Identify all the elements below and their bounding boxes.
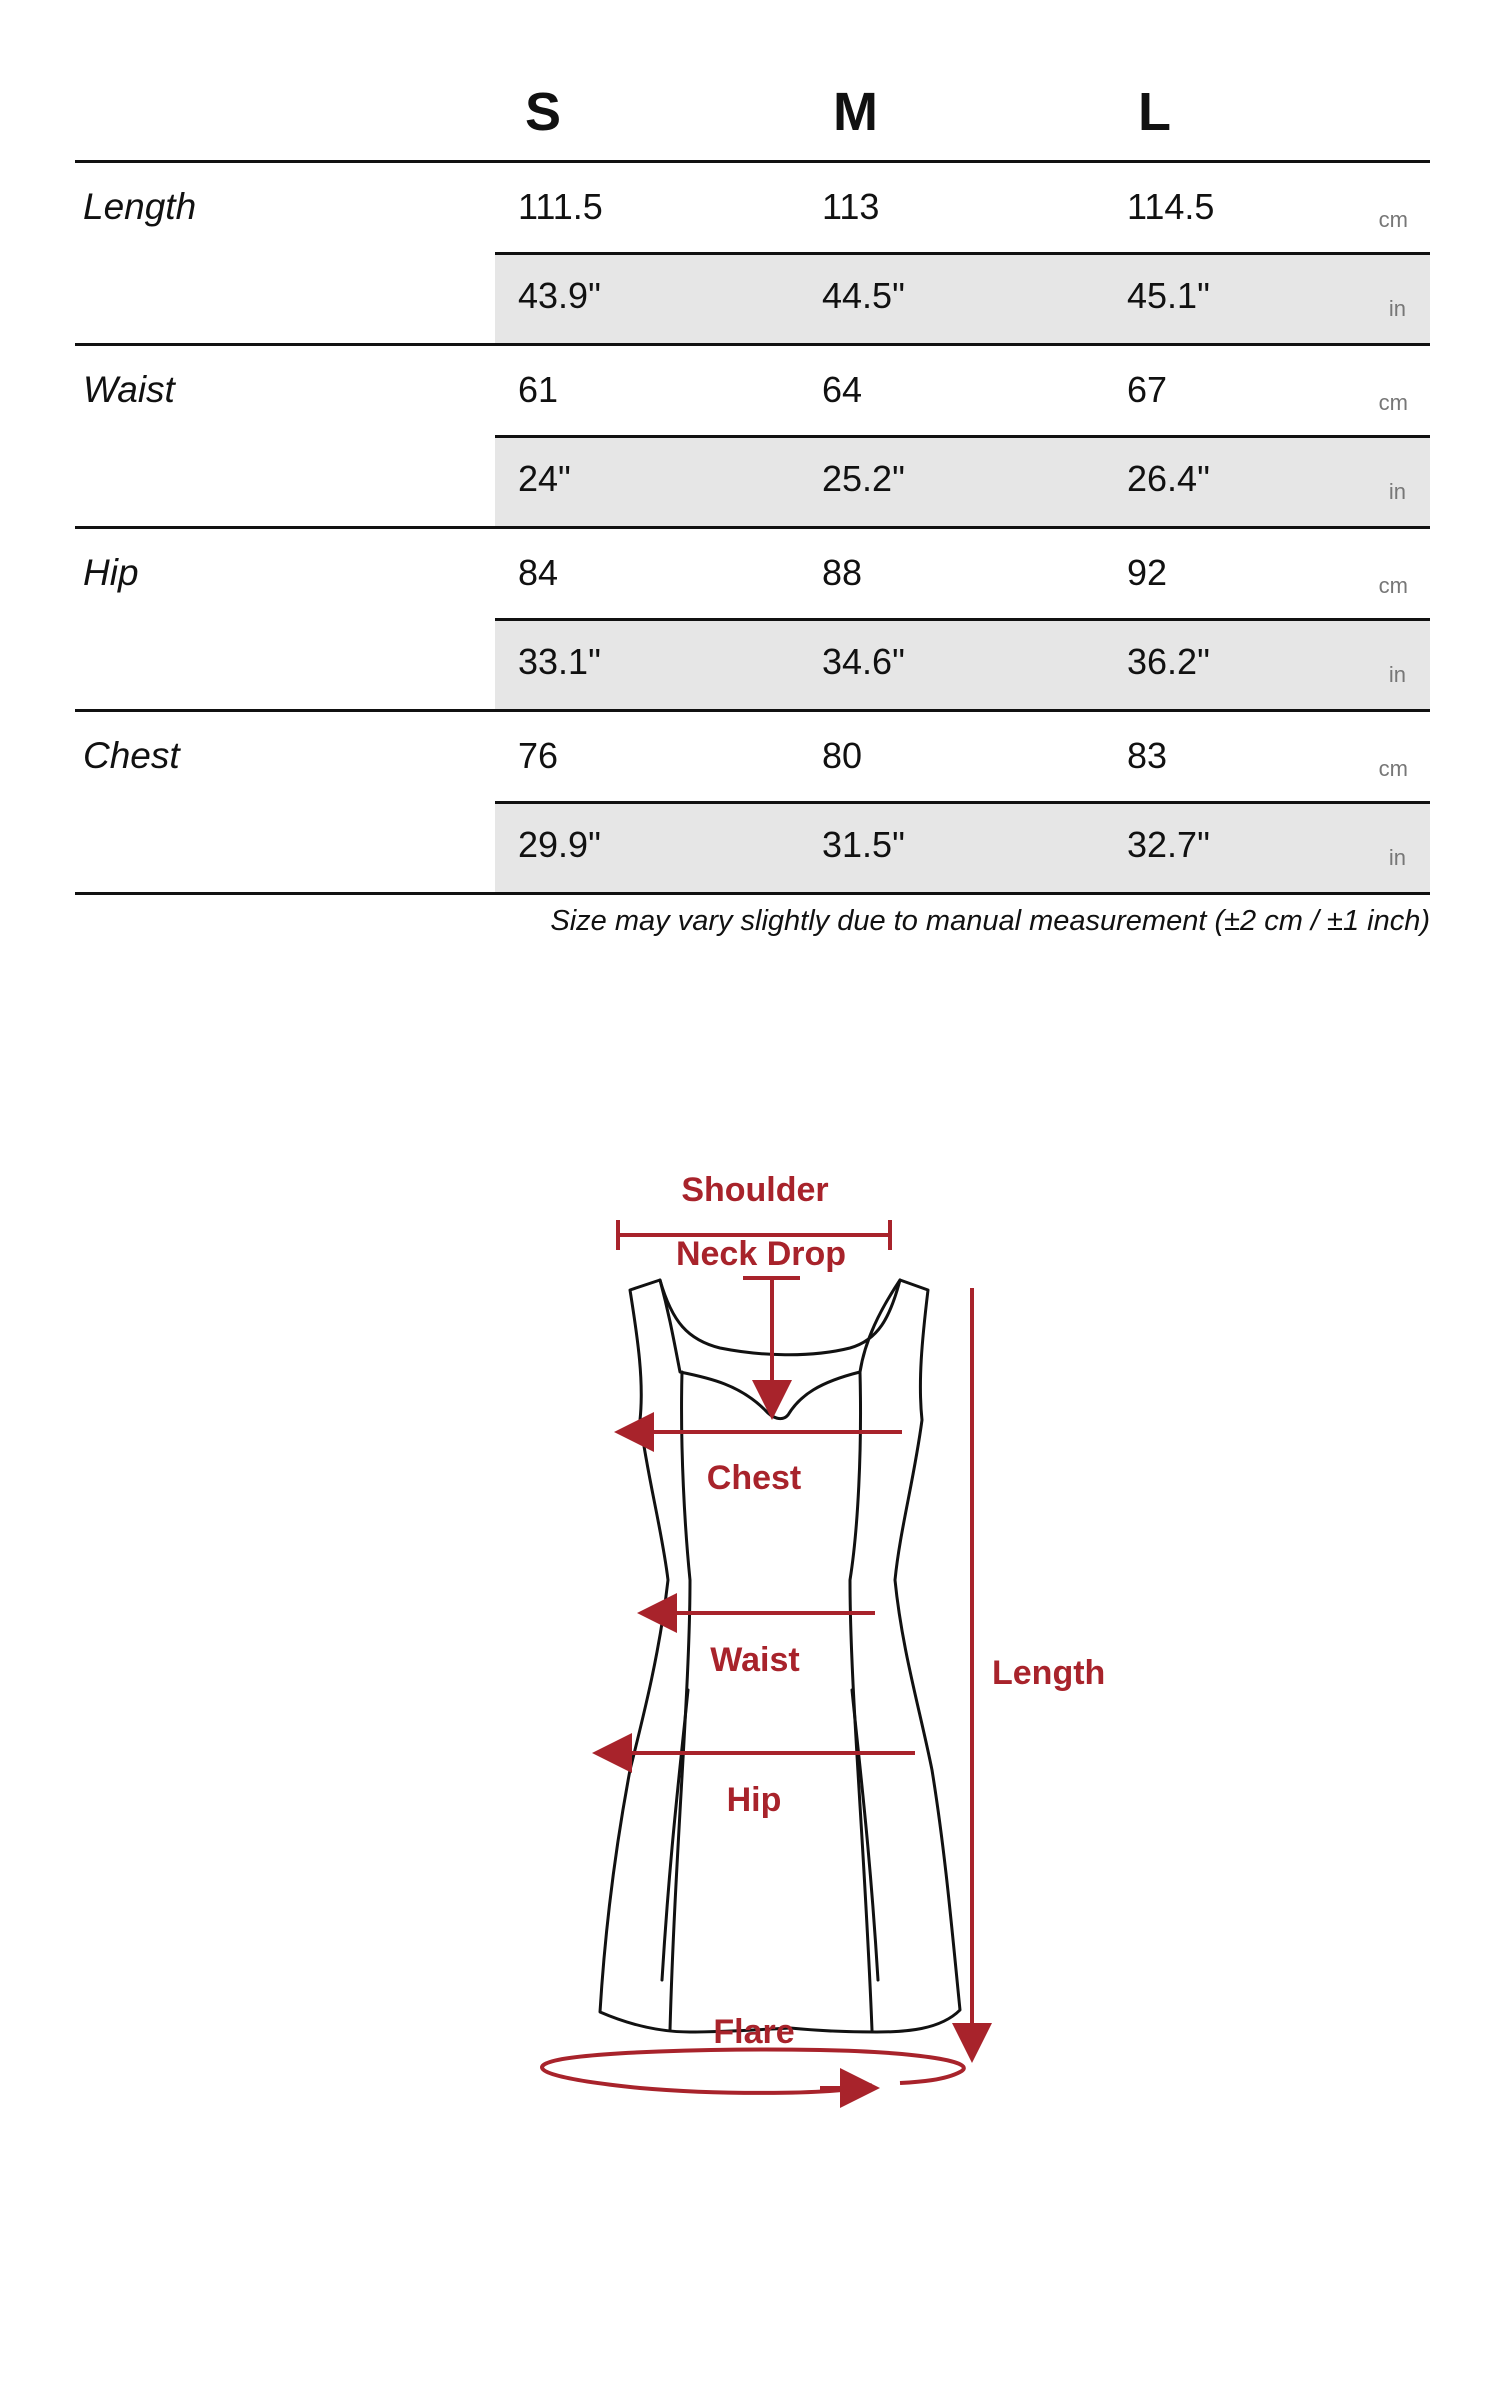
length-cm-l: 114.5 <box>1127 186 1215 227</box>
size-header-row <box>75 60 1430 163</box>
chest-in-row <box>495 801 1430 892</box>
measure-group-chest <box>75 712 1430 895</box>
unit-cm: cm <box>1378 207 1408 232</box>
hip-in-s: 33.1" <box>518 641 601 682</box>
chest-in-m: 31.5" <box>822 824 905 865</box>
chest-in-l: 32.7" <box>1127 824 1210 865</box>
length-cm-m: 113 <box>822 186 880 227</box>
measure-group-waist <box>75 346 1430 529</box>
measure-label-length: Length <box>83 186 197 227</box>
measure-label-hip: Hip <box>83 552 139 593</box>
label-shoulder: Shoulder <box>681 1171 829 1209</box>
unit-in: in <box>1388 845 1406 870</box>
hip-in-m: 34.6" <box>822 641 905 682</box>
unit-in: in <box>1388 296 1406 321</box>
chest-cm-s: 76 <box>518 735 559 776</box>
size-label-s: S <box>525 82 562 142</box>
dress-right-dart <box>852 1690 878 1980</box>
measure-group-length <box>75 163 1430 346</box>
waist-in-l: 26.4" <box>1127 458 1210 499</box>
length-cm-row <box>495 163 1430 252</box>
length-in-s: 43.9" <box>518 275 601 316</box>
measure-label-waist: Waist <box>83 369 175 410</box>
hip-cm-s: 84 <box>518 552 559 593</box>
hip-cm-l: 92 <box>1127 552 1168 593</box>
hip-cm-m: 88 <box>822 552 863 593</box>
chest-cm-row <box>495 712 1430 801</box>
unit-cm: cm <box>1378 573 1408 598</box>
length-in-m: 44.5" <box>822 275 905 316</box>
label-neck-drop: Neck Drop <box>675 1235 847 1273</box>
waist-in-row <box>495 435 1430 526</box>
measure-group-hip <box>75 529 1430 712</box>
measurement-note: Size may vary slightly due to manual measurement (±2 cm / ±1 inch) <box>550 905 1430 937</box>
dress-neckline <box>660 1280 900 1419</box>
hip-cm-row <box>495 529 1430 618</box>
waist-in-m: 25.2" <box>822 458 905 499</box>
unit-in: in <box>1388 662 1406 687</box>
chest-cm-l: 83 <box>1127 735 1168 776</box>
waist-cm-m: 64 <box>822 369 863 410</box>
length-in-row <box>495 252 1430 343</box>
waist-cm-l: 67 <box>1127 369 1168 410</box>
unit-cm: cm <box>1378 390 1408 415</box>
size-chart-table <box>75 60 1430 895</box>
dress-measurement-diagram <box>520 1150 1120 2100</box>
label-waist: Waist <box>710 1641 800 1679</box>
dress-svg <box>520 1150 1120 2100</box>
waist-cm-row <box>495 346 1430 435</box>
chest-cm-m: 80 <box>822 735 863 776</box>
measure-label-chest: Chest <box>83 735 180 776</box>
chest-in-s: 29.9" <box>518 824 601 865</box>
size-label-l: L <box>1138 82 1171 142</box>
label-chest: Chest <box>706 1459 802 1497</box>
label-flare: Flare <box>713 2013 795 2051</box>
unit-in: in <box>1388 479 1406 504</box>
unit-cm: cm <box>1378 756 1408 781</box>
size-label-m: M <box>833 82 878 142</box>
length-cm-s: 111.5 <box>518 186 603 227</box>
hip-in-l: 36.2" <box>1127 641 1210 682</box>
waist-in-s: 24" <box>518 458 571 499</box>
waist-cm-s: 61 <box>518 369 559 410</box>
hip-in-row <box>495 618 1430 709</box>
length-in-l: 45.1" <box>1127 275 1210 316</box>
label-length: Length <box>992 1654 1106 1692</box>
flare-ellipse <box>542 2050 964 2093</box>
label-hip: Hip <box>726 1781 782 1819</box>
